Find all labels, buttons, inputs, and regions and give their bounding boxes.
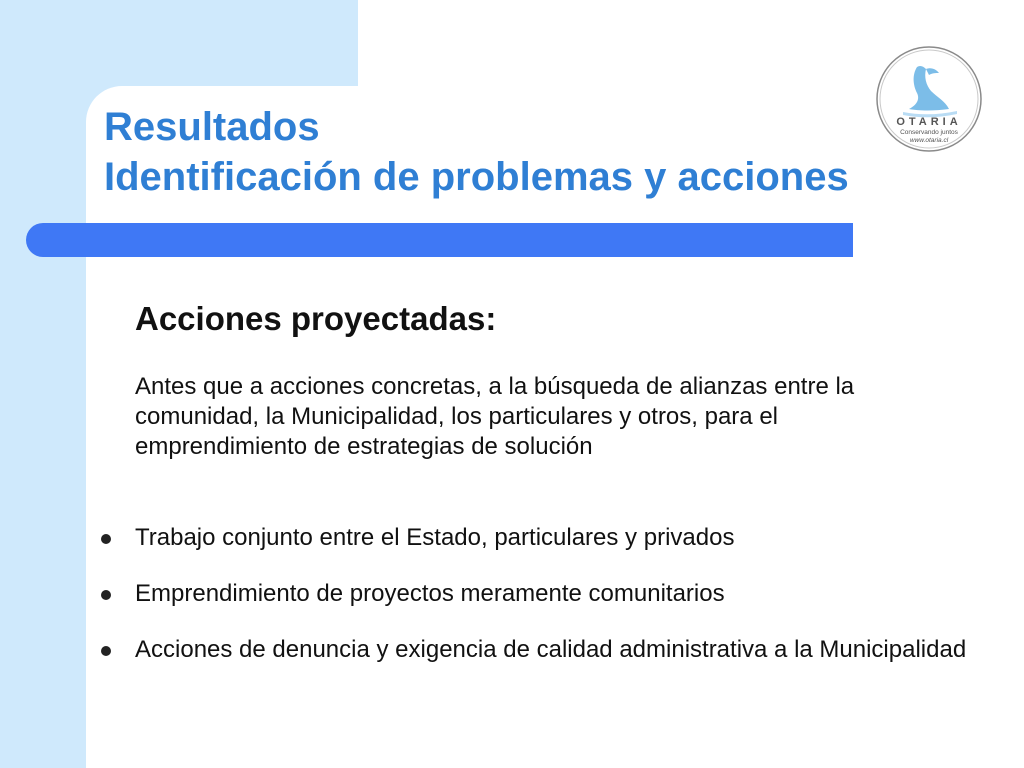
title-line-1: Resultados — [104, 105, 320, 149]
otaria-logo — [873, 45, 985, 153]
logo-url: www.otaria.cl — [909, 137, 949, 144]
bullet-icon — [101, 534, 111, 544]
logo-tagline: Conservando juntos — [900, 129, 958, 136]
title-line-2: Identificación de problemas y acciones — [104, 155, 849, 199]
logo-name: OTARIA — [896, 116, 962, 128]
slide-title — [104, 102, 849, 202]
bullet-icon — [101, 590, 111, 600]
bullet-list — [96, 512, 976, 680]
list-item — [96, 568, 976, 620]
list-item-text: Acciones de denuncia y exigencia de calidad administrativa a la Municipalidad — [135, 636, 967, 663]
list-item — [96, 624, 976, 676]
top-decorative-block — [86, 0, 358, 86]
list-item-text: Emprendimiento de proyectos meramente comunitarios — [135, 580, 725, 607]
title-underline-bar — [26, 223, 853, 257]
list-item-text: Trabajo conjunto entre el Estado, particulares y privados — [135, 524, 735, 551]
section-heading: Acciones proyectadas: — [135, 300, 497, 337]
list-item — [96, 512, 976, 564]
left-decorative-band — [0, 0, 86, 768]
bullet-icon — [101, 646, 111, 656]
intro-paragraph: Antes que a acciones concretas, a la búsqueda de alianzas entre la comunidad, la Municipalidad, los particulares y otros, para el emprendimiento de estrategias de solución — [135, 373, 855, 460]
